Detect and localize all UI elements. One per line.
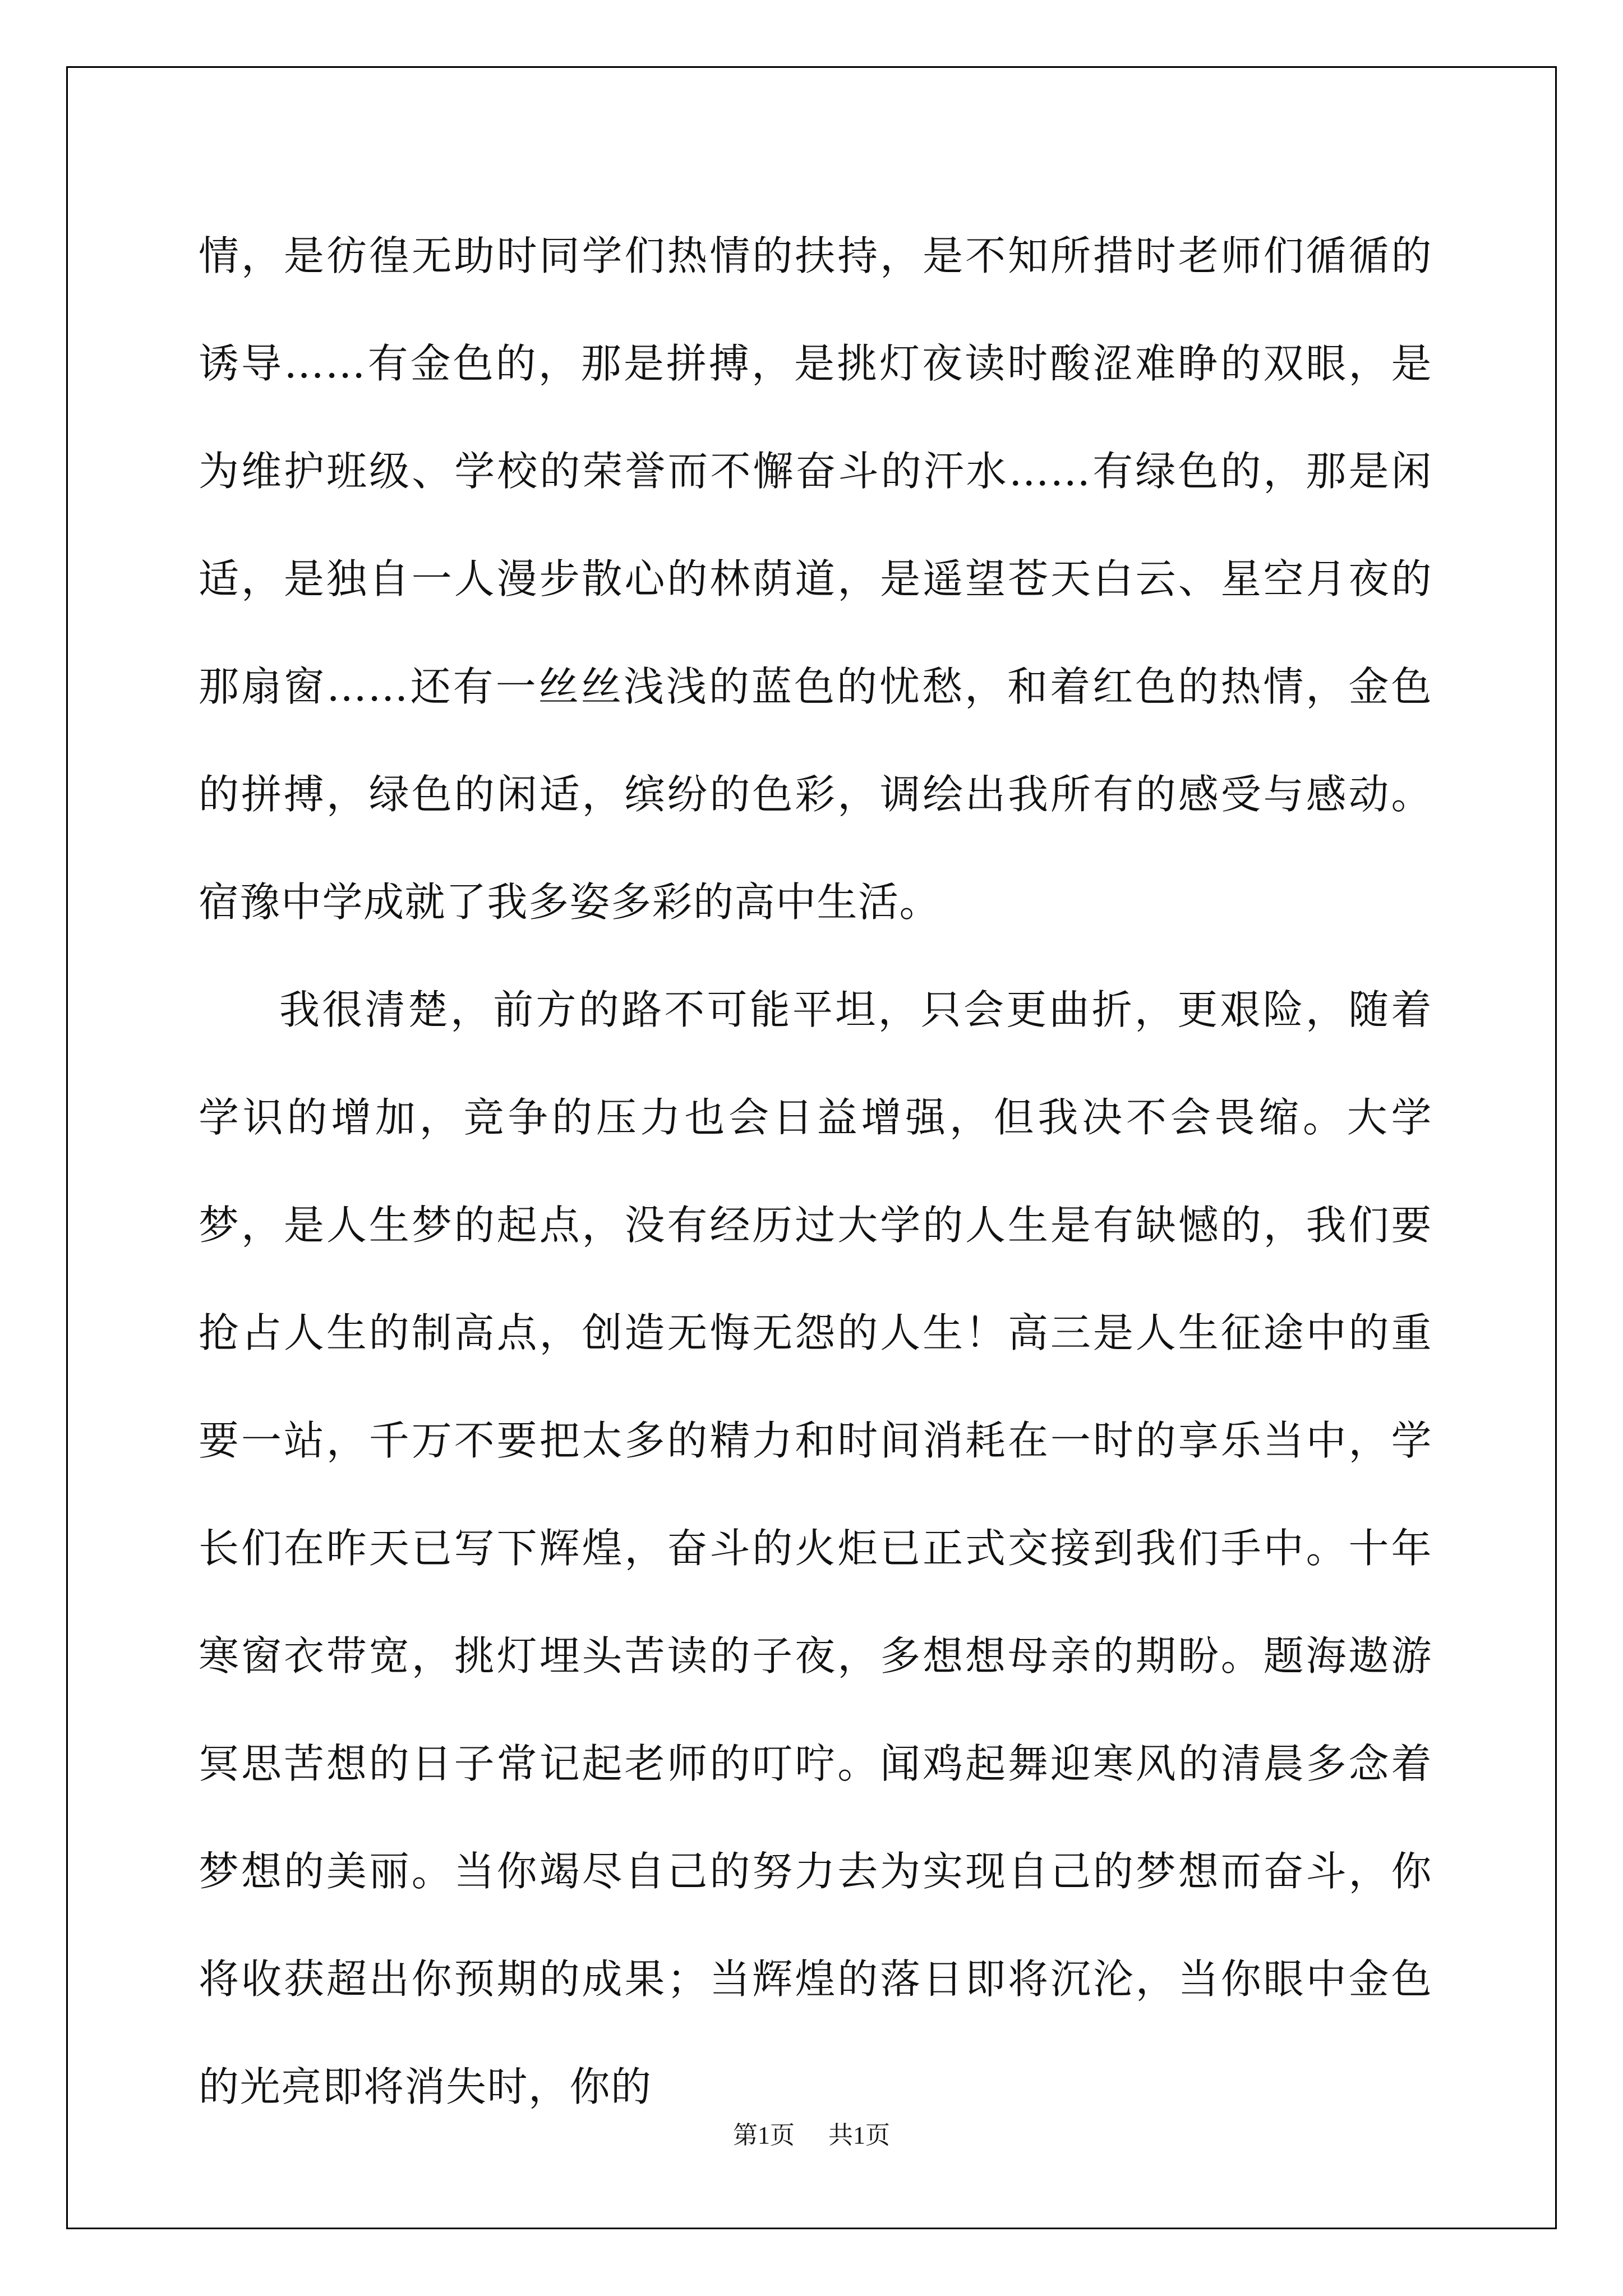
page-number: 第1页	[733, 2122, 795, 2149]
document-body	[199, 202, 1432, 2141]
page-total: 共1页	[828, 2122, 890, 2149]
paragraph-2: 我很清楚，前方的路不可能平坦，只会更曲折，更艰险，随着学识的增加，竞争的压力也会日益增强，但我决不会畏缩。大学梦，是人生梦的起点，没有经历过大学的人生是有缺憾的，我们要抢占人生的制高点，创造无悔无怨的人生！高三是人生征途中的重要一站，千万不要把太多的精力和时间消耗在一时的享乐当中，学长们在昨天已写下辉煌，奋斗的火炬已正式交接到我们手中。十年寒窗衣带宽，挑灯埋头苦读的子夜，多想想母亲的期盼。题海遨游冥思苦想的日子常记起老师的叮咛。闻鸡起舞迎寒风的清晨多念着梦想的美丽。当你竭尽自己的努力去为实现自己的梦想而奋斗，你将收获超出你预期的成果；当辉煌的落日即将沉沦，当你眼中金色的光亮即将消失时，你的	[199, 986, 1432, 2110]
paragraph-1: 情，是彷徨无助时同学们热情的扶持，是不知所措时老师们循循的诱导……有金色的，那是拼搏，是挑灯夜读时酸涩难睁的双眼，是为维护班级、学校的荣誉而不懈奋斗的汗水……有绿色的，那是闲适，是独自一人漫步散心的林荫道，是遥望苍天白云、星空月夜的那扇窗……还有一丝丝浅浅的蓝色的忧愁，和着红色的热情，金色的拼搏，绿色的闲适，缤纷的色彩，调绘出我所有的感受与感动。宿豫中学成就了我多姿多彩的高中生活。	[199, 232, 1432, 926]
page-footer	[0, 2115, 1623, 2151]
